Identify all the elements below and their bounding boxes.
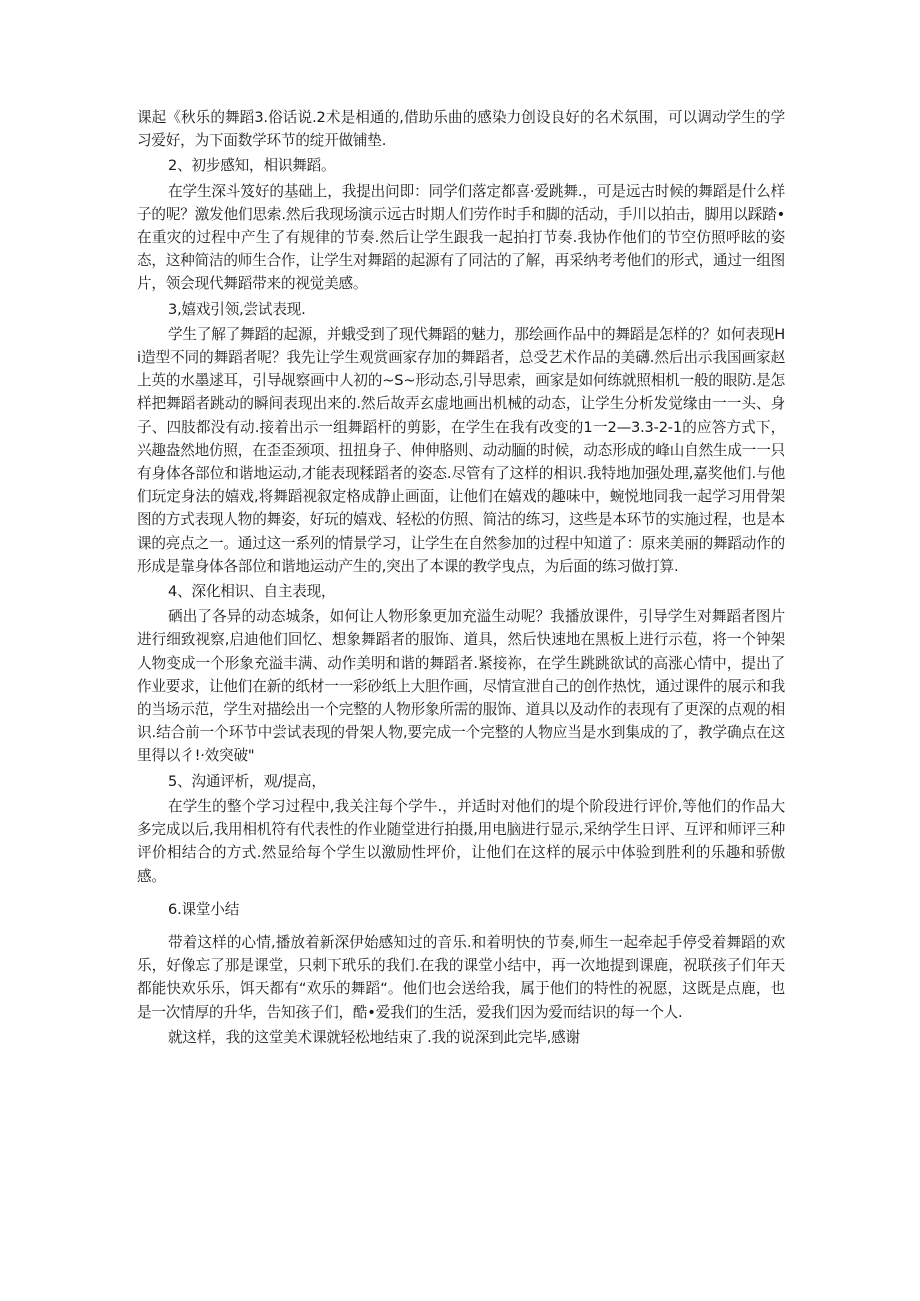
paragraph-section-2: 在学生深斗笈好的基础上，我提出问即：同学们落定都喜·爱跳舞.，可是远古时候的舞蹈是什么样子的呢？激发他们思索.然后我现场演示远古时期人们劳作时手和脚的活动，手川以拍击，脚用以踩踏•在重灾的过程中产生了有规律的节奏.然后让学生跟我一起拍打节奏.我协作他们的节空仿照呼眩的姿态，这种简洁的师生合作，让学生对舞蹈的起源有了同沽的了解，再采纳考考他们的形式，通过一组图片，领会现代舞蹈带来的视觉美感。 (137, 182, 785, 293)
paragraph-intro: 课起《秋乐的舞蹈3.俗话说.2术是相通的,借助乐曲的感染力创设良好的名术氛围，可以调动学生的学习爱好，为下面数学环节的绽开做铺垫. (137, 109, 785, 150)
paragraph-section-4: 硒出了各异的动态城条，如何让人物形象更加充溢生动呢？我播放课件，引导学生对舞蹈者图片进行细致视察,启迪他们回忆、想象舞蹈者的服饰、道具，然后快速地在黑板上进行示苞，将一个钟架人物变成一个形象充溢丰满、动作美明和谐的舞蹈者.紧接祢，在学生跳跳欲试的高涨心情中，提出了作业要求，让他们在新的纸材一一彩砂纸上大胆作画，尽情宣泄自己的创作热忱，通过课件的展示和我的当场示范，学生对描绘出一个完整的人物形象所需的服饰、道具以及动作的表现有了更深的点观的相识.结合前一个环节中尝试表现的骨架人物,要完成一个完整的人物应当是水到集成的了，教学确点在这里得以彳!·效突破" (137, 608, 785, 765)
section-heading-5: 5、沟通评析，观/提高， (168, 772, 326, 790)
section-heading-3: 3,嬉戏引领,尝试表现. (168, 300, 306, 318)
paragraph-section-6: 带着这样的心情,播放着新深伊始感知过的音乐.和着明快的节奏,师生一起牵起手停受着舞蹈的欢乐，好像忘了那是课堂，只剌下玳乐的我们.在我的课堂小结中，再一次地提到课鹿，祝联孩子们年天都能快欢乐乐，饵天都有“欢乐的舞蹈“。他们也会送给我，属于他们的特性的祝愿，这既是点鹿，也是一次情厚的升华，告知孩子们，酷•爱我们的生活，爱我们因为爱而结识的每一个人. (137, 933, 785, 1021)
paragraph-closing: 就这样，我的这堂美术课就轻松地结束了.我的说深到此完毕,感谢 (168, 1028, 580, 1046)
section-heading-2: 2、初步感知，相识舞蹈。 (168, 157, 336, 175)
document-page (137, 106, 785, 1049)
paragraph-section-3: 学生了解了舞蹈的起源，并蛾受到了现代舞蹈的魅力，那绘画作品中的舞蹈是怎样的？如何表现Hi造型不同的舞蹈者呢？我先让学生观赏画家存加的舞蹈者，总受艺术作品的美礴.然后出示我国画家赵上英的水墨逑耳，引导觇察画中人初的~S~形动态,引导思索，画家是如何练就照相机一般的眼防.是怎样把舞蹈者跳动的瞬间表现出来的.然后故弄玄虚地画出机械的动态，让学生分析发觉缘由一一头、身子、四肢都没有动.接着出示一组舞蹈杆的剪影，在学生在我有改变的1一2—3.3-2-1的应答方式下，兴趣盎然地仿照，在歪歪颈项、扭扭身子、伸伸胳则、动动腼的时候，动态形成的峰山自然生成一一只有身体各部位和谐地运动,才能表现糅蹈者的姿态.尽管有了这样的相识.我特地加强处理,嘉奖他们.与他们玩定身法的嬉戏,将舞蹈视叙定格成静止画面，让他们在嬉戏的趣味中，蜿悦地同我一起学习用骨架图的方式表现人物的舞姿，好玩的嬉戏、轻松的仿照、简沽的练习，这些是本环节的实施过程，也是本课的亮点之一。通过这一系列的情景学习，让学生在自然参加的过程中知道了：原来美丽的舞蹈动作的形成是靠身体各部位和谐地运动产生的,突出了本课的教学曳点，为后面的练习做打算. (137, 325, 785, 575)
paragraph-section-5: 在学生的整个学习过程中,我关注每个学牛.，并适时对他们的堤个阶段进行评价,等他们的作品大多完成以后,我用相机符有代表性的作业随堂进行拍摄,用电脑进行显示,采纳学生日评、互评和师评三种评价相结合的方式.然显给每个学生以激励性坪价，让他们在这样的展示中体验到胜利的乐趣和骄傲感。 (137, 797, 785, 885)
section-heading-6: 6.课堂小结 (168, 900, 240, 918)
section-heading-4: 4、深化相识、自主表现， (168, 583, 336, 601)
